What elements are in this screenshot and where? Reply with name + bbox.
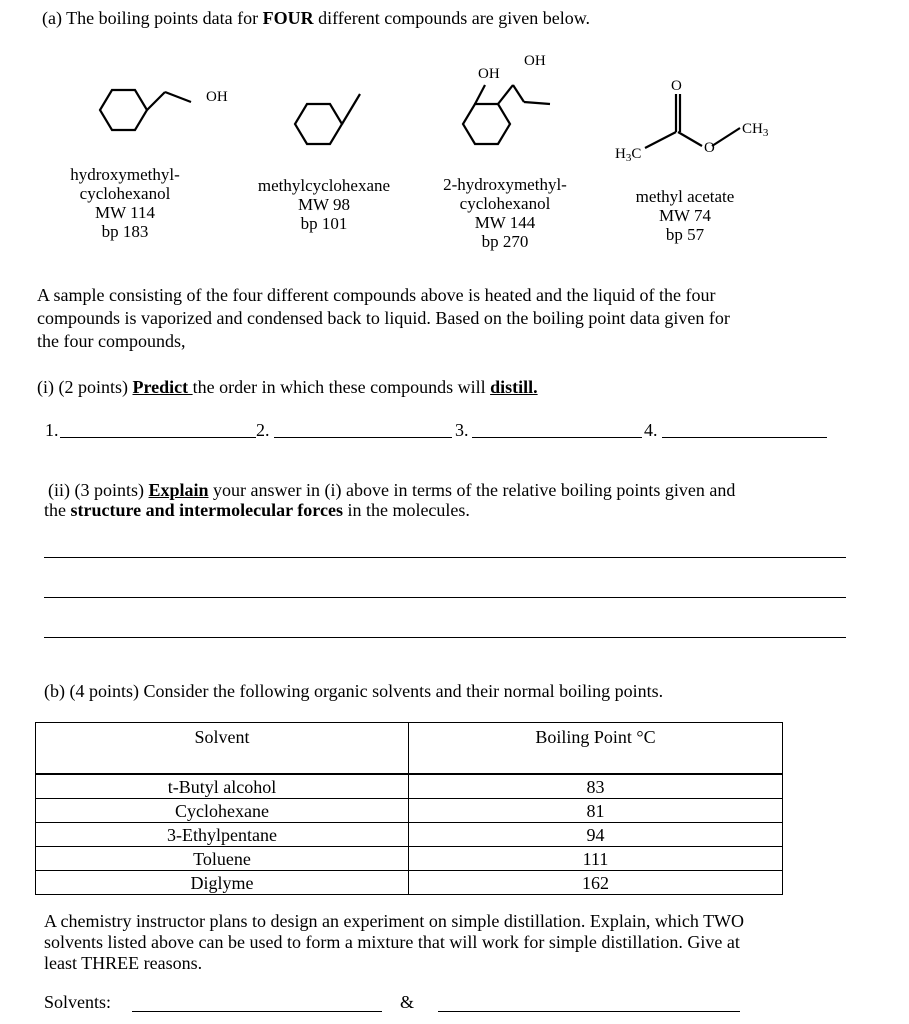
table-row	[36, 847, 783, 871]
blank-label-3: 3.	[455, 420, 469, 440]
blank-label-1: 1.	[45, 420, 59, 440]
table-header-boiling-point: Boiling Point °C	[409, 723, 783, 775]
explain-answer-line-2[interactable]	[44, 597, 846, 598]
ch3-label: $CH_3$	[742, 121, 769, 139]
ester-o-label: O	[704, 140, 715, 156]
solvent-bp: 83	[409, 774, 783, 799]
oh-label-compound-1: OH	[206, 89, 228, 105]
answer-blank-1[interactable]	[60, 437, 256, 438]
compound-3-info: 2-hydroxymethyl- cyclohexanol MW 144 bp 270	[443, 175, 567, 251]
table-header-solvent: Solvent	[36, 723, 409, 775]
solvent-bp: 81	[409, 799, 783, 823]
solvent-name: Cyclohexane	[36, 799, 409, 823]
methylcyclohexane-structure	[290, 92, 380, 152]
solvent-table	[35, 722, 783, 895]
ampersand: &	[400, 992, 415, 1012]
explain-answer-line-1[interactable]	[44, 557, 846, 558]
part-a-paragraph: A sample consisting of the four different compounds above is heated and the liquid of the four compounds is vaporized and condensed back to liquid. Based on the boiling point data given for the four compounds,	[37, 285, 730, 351]
answer-blank-3[interactable]	[472, 437, 642, 438]
part-a-heading: (a) The boiling points data for FOUR different compounds are given below.	[42, 8, 591, 28]
compound-1-info: hydroxymethyl- cyclohexanol MW 114 bp 183	[70, 165, 180, 241]
solvent-answer-blank-2[interactable]	[438, 1011, 740, 1012]
table-row	[36, 871, 783, 895]
blank-label-4: 4.	[644, 420, 658, 440]
solvents-label: Solvents:	[44, 992, 112, 1012]
hydroxymethyl-cyclohexanol-structure	[95, 78, 205, 148]
carbonyl-o-label: O	[671, 78, 682, 94]
solvent-name: Diglyme	[36, 871, 409, 895]
blank-label-2: 2.	[256, 420, 270, 440]
explain-answer-line-3[interactable]	[44, 637, 846, 638]
compound-4-info: methyl acetate MW 74 bp 57	[635, 187, 735, 244]
solvent-bp: 111	[409, 847, 783, 871]
solvent-name: Toluene	[36, 847, 409, 871]
part-b-heading: (b) (4 points) Consider the following organic solvents and their normal boiling points.	[44, 681, 664, 701]
oh-label-chain-compound-3: OH	[524, 53, 546, 69]
methyl-acetate-structure	[640, 88, 750, 158]
2-hydroxymethyl-cyclohexanol-structure	[455, 82, 565, 162]
answer-blank-4[interactable]	[662, 437, 827, 438]
table-row	[36, 774, 783, 799]
solvent-answer-blank-1[interactable]	[132, 1011, 382, 1012]
question-ii: (ii) (3 points) Explain your answer in (i) above in terms of the relative boiling points given and the structure and intermolecular forces in the molecules.	[44, 480, 736, 520]
solvent-name: t-Butyl alcohol	[36, 774, 409, 799]
question-i: (i) (2 points) Predict the order in which these compounds will distill.	[37, 377, 538, 397]
h3c-label: $H_3C$	[615, 146, 642, 164]
part-b-paragraph: A chemistry instructor plans to design an experiment on simple distillation. Explain, which TWO solvents listed above can be used to form a mixture that will work for simple distillation. Give at least THREE reasons.	[44, 911, 745, 973]
solvent-name: 3-Ethylpentane	[36, 823, 409, 847]
oh-label-ring-compound-3: OH	[478, 66, 500, 82]
answer-blank-2[interactable]	[274, 437, 452, 438]
solvent-bp: 94	[409, 823, 783, 847]
compound-2-info: methylcyclohexane MW 98 bp 101	[257, 176, 391, 233]
table-row	[36, 799, 783, 823]
table-row	[36, 823, 783, 847]
solvent-bp: 162	[409, 871, 783, 895]
